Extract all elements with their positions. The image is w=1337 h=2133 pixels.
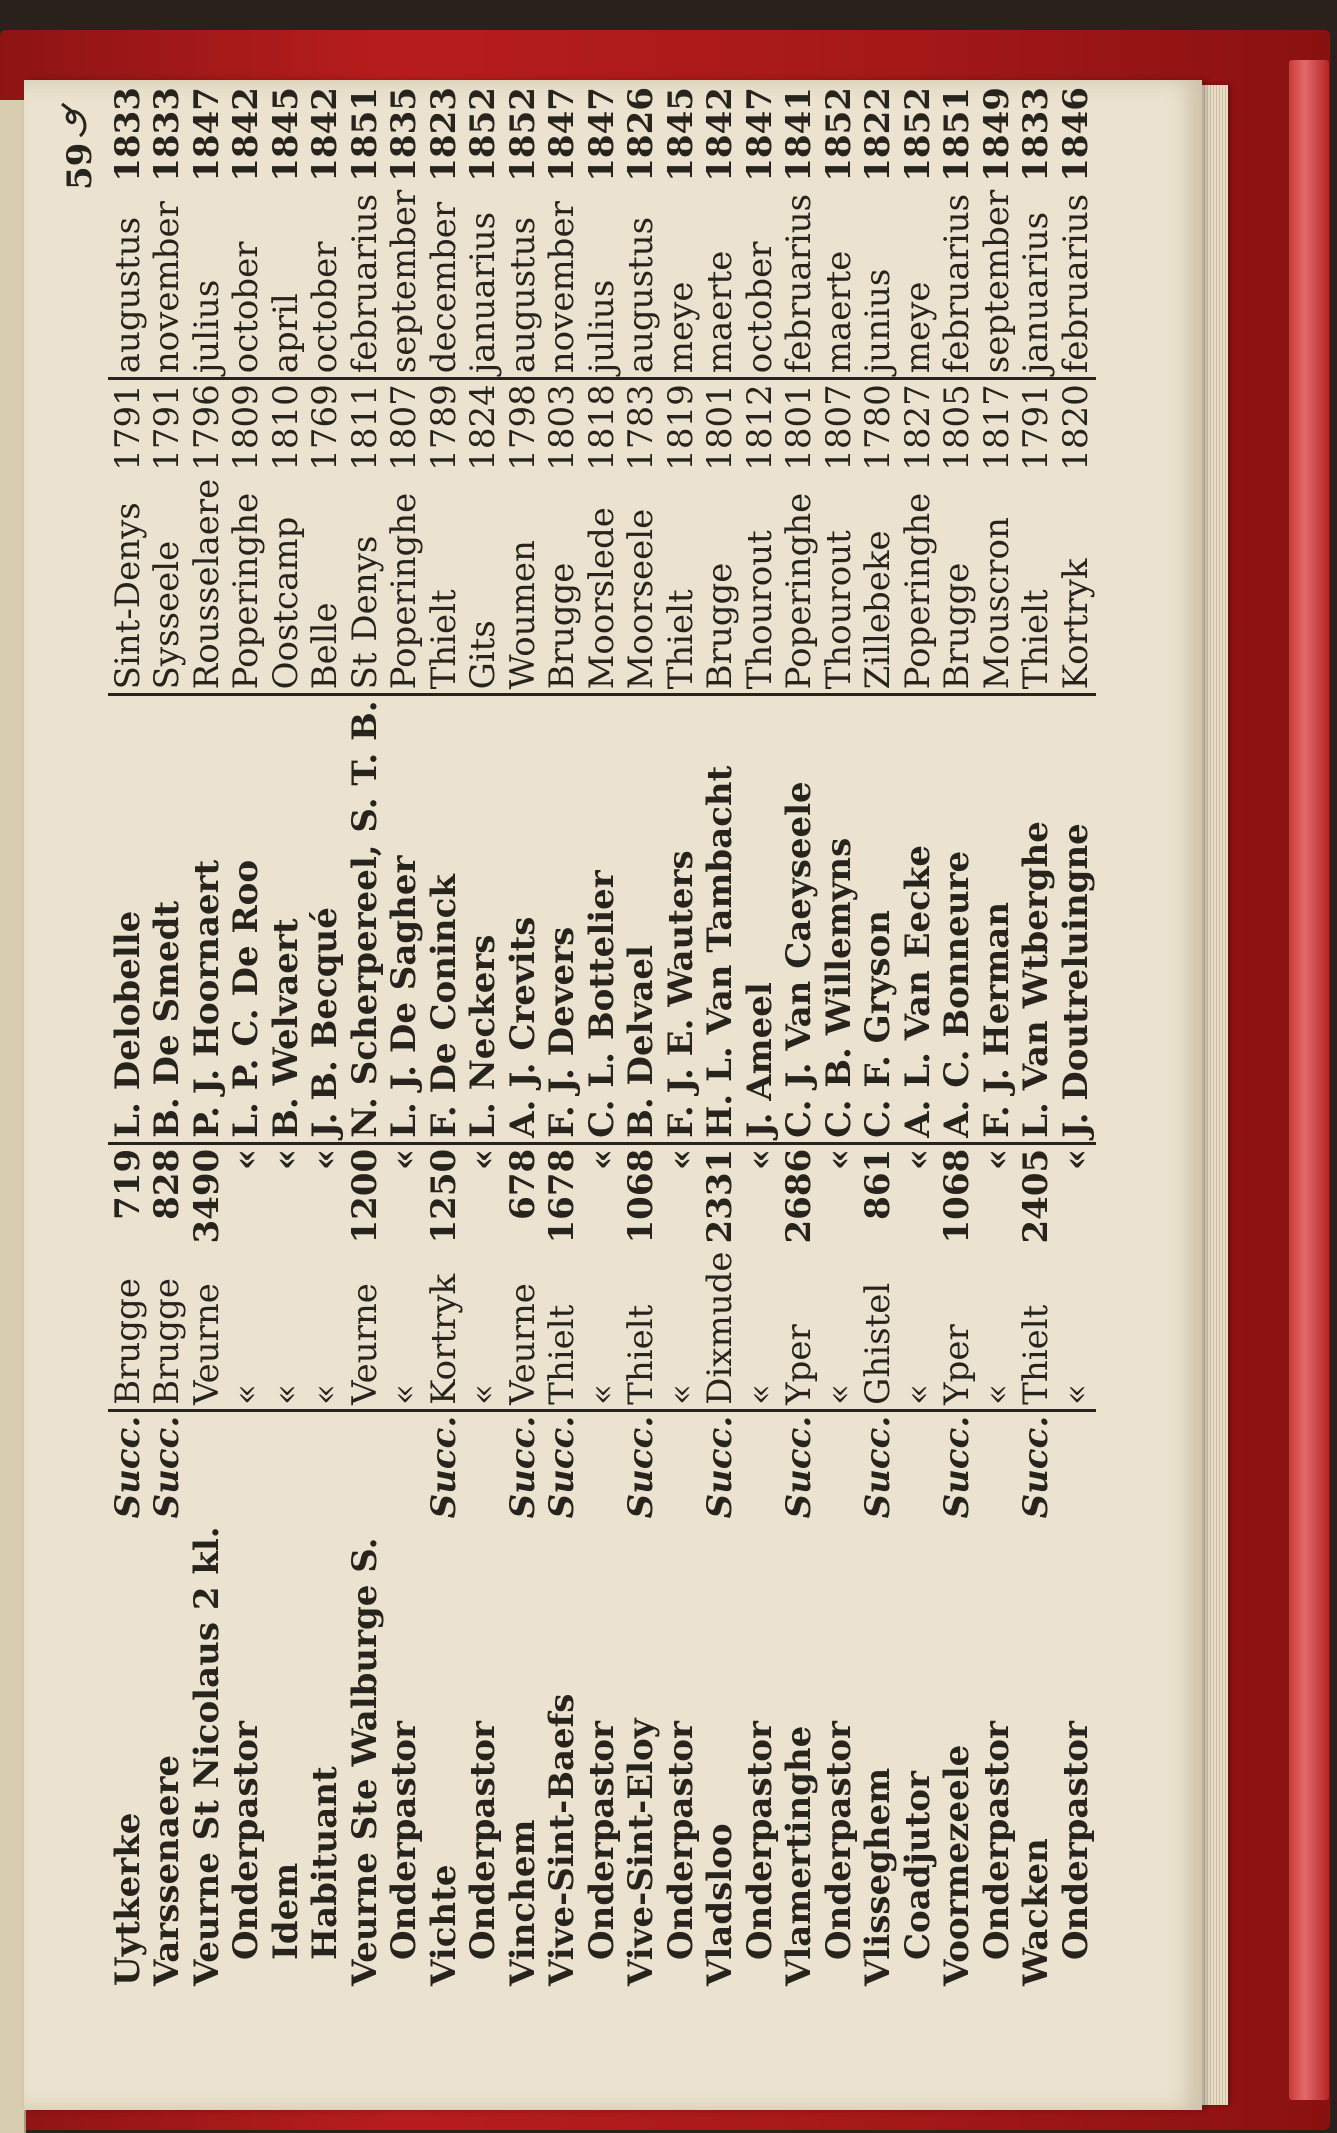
- table-cell-population: 2405: [1017, 1143, 1057, 1247]
- table-cell-district: «: [661, 1248, 701, 1411]
- table-cell-district: «: [740, 1248, 780, 1411]
- table-cell-birthplace: Gits: [464, 475, 504, 695]
- table-cell-appointment-month: meye: [660, 281, 701, 374]
- table-cell-parish: Onderpastor: [1055, 1721, 1096, 1960]
- table-cell-clergyman: F. J. Devers: [542, 926, 583, 1138]
- table-cell-appointment-month: augustus: [502, 216, 543, 374]
- table-cell-population: «: [819, 1143, 859, 1247]
- table-cell-population: «: [898, 1143, 938, 1247]
- table-cell-appointment-year: 1847: [542, 87, 583, 182]
- table-cell-appointment-month: februarius: [1055, 193, 1096, 374]
- table-cell-appointment-year: 1845: [265, 87, 306, 182]
- table-cell-succursal: [385, 1410, 425, 1522]
- table-cell-appointment-year: 1822: [858, 87, 899, 182]
- table-cell-birth-year: 1780: [859, 379, 899, 475]
- table-cell-birthplace: Thourout: [740, 475, 780, 695]
- table-cell-district: Thielt: [543, 1248, 583, 1411]
- table-cell-parish: Vladsloo: [700, 1823, 741, 1986]
- table-cell-population: «: [582, 1143, 622, 1247]
- table-row: [345, 83, 385, 1990]
- table-cell-district: Thielt: [1017, 1248, 1057, 1411]
- table-cell-appointment-year: 1845: [660, 87, 701, 182]
- table-cell-clergyman: J. Doutreluingne: [1055, 823, 1096, 1138]
- table-row: [543, 83, 583, 1990]
- table-cell-district: «: [977, 1248, 1017, 1411]
- table-cell-population: 719: [108, 1143, 148, 1247]
- table-cell-succursal: [898, 1410, 938, 1522]
- table-cell-clergyman: F. J. E. Wauters: [660, 850, 701, 1138]
- table-cell-appointment-year: 1847: [186, 87, 227, 182]
- table-cell-parish: Vichte: [423, 1864, 464, 1986]
- table-cell-appointment-year: 1842: [305, 87, 346, 182]
- table-cell-appointment-month: februarius: [937, 193, 978, 374]
- table-row: [1056, 83, 1096, 1990]
- table-cell-birthplace: Thielt: [661, 475, 701, 695]
- table-cell-birthplace: Poperinghe: [898, 475, 938, 695]
- table-cell-district: «: [385, 1248, 425, 1411]
- table-cell-appointment-year: 1846: [1055, 87, 1096, 182]
- table-cell-appointment-month: october: [305, 241, 346, 374]
- table-cell-appointment-year: 1842: [700, 87, 741, 182]
- table-cell-birth-year: 1783: [622, 379, 662, 475]
- table-row: [187, 83, 227, 1990]
- table-cell-population: «: [306, 1143, 346, 1247]
- table-row: [148, 83, 188, 1990]
- table-cell-appointment-year: 1833: [1016, 87, 1057, 182]
- previous-page-edge: [0, 100, 26, 2133]
- table-cell-district: Yper: [780, 1248, 820, 1411]
- table-cell-appointment-month: februarius: [779, 193, 820, 374]
- table-cell-appointment-month: november: [147, 201, 188, 374]
- cover-edge: [1289, 60, 1329, 2100]
- page-number: 59: [60, 142, 100, 190]
- table-cell-population: 2331: [701, 1143, 741, 1247]
- table-cell-birthplace: Brugge: [938, 475, 978, 695]
- table-cell-parish: Coadjutor: [897, 1771, 938, 1960]
- table-row: [385, 83, 425, 1990]
- table-cell-district: «: [1056, 1248, 1096, 1411]
- clergy-table: [108, 83, 1096, 1990]
- table-cell-parish: Wacken: [1016, 1838, 1057, 1986]
- table-cell-population: «: [227, 1143, 267, 1247]
- table-cell-district: Kortryk: [424, 1248, 464, 1411]
- table-cell-appointment-year: 1835: [384, 87, 425, 182]
- table-cell-population: 1200: [345, 1143, 385, 1247]
- page-content: [50, 87, 1110, 1990]
- table-cell-district: «: [464, 1248, 504, 1411]
- table-cell-succursal: [661, 1410, 701, 1522]
- table-cell-succursal: [306, 1410, 346, 1522]
- table-cell-birthplace: Thielt: [424, 475, 464, 695]
- table-cell-district: Veurne: [187, 1248, 227, 1411]
- table-cell-parish: Vlamertinghe: [779, 1725, 820, 1986]
- table-cell-parish: Voormezeele: [937, 1744, 978, 1986]
- table-cell-birth-year: 1807: [385, 379, 425, 475]
- table-cell-parish: Uytkerke: [107, 1812, 148, 1986]
- table-cell-district: «: [819, 1248, 859, 1411]
- table-cell-succursal: Succ.: [858, 1415, 899, 1519]
- table-cell-appointment-month: julius: [186, 279, 227, 374]
- table-cell-population: 1250: [424, 1143, 464, 1247]
- table-cell-succursal: [819, 1410, 859, 1522]
- table-row: [819, 83, 859, 1990]
- table-cell-succursal: [266, 1410, 306, 1522]
- table-cell-district: «: [227, 1248, 267, 1411]
- table-cell-district: «: [582, 1248, 622, 1411]
- table-cell-succursal: Succ.: [779, 1415, 820, 1519]
- table-cell-birth-year: 1805: [938, 379, 978, 475]
- table-cell-birthplace: Brugge: [543, 475, 583, 695]
- table-cell-parish: Onderpastor: [463, 1721, 504, 1960]
- table-cell-clergyman: A. J. Crevits: [502, 916, 543, 1138]
- table-cell-succursal: Succ.: [621, 1415, 662, 1519]
- table-cell-parish: Vinchem: [502, 1819, 543, 1986]
- table-cell-population: «: [266, 1143, 306, 1247]
- table-cell-birth-year: 1791: [148, 379, 188, 475]
- table-cell-clergyman: B. De Smedt: [147, 900, 188, 1138]
- table-row: [1017, 83, 1057, 1990]
- table-row: [859, 83, 899, 1990]
- table-cell-parish: Veurne Ste Walburge S.: [344, 1537, 385, 1986]
- table-cell-clergyman: L. Van Wtberghe: [1016, 821, 1057, 1138]
- table-cell-birth-year: 1812: [740, 379, 780, 475]
- table-cell-clergyman: C. F. Gryson: [858, 910, 899, 1138]
- table-row: [108, 83, 148, 1990]
- table-row: [424, 83, 464, 1990]
- table-cell-succursal: [977, 1410, 1017, 1522]
- table-cell-appointment-month: maerte: [700, 250, 741, 374]
- table-row: [582, 83, 622, 1990]
- table-cell-succursal: Succ.: [147, 1415, 188, 1519]
- table-cell-appointment-month: januarius: [463, 211, 504, 374]
- table-cell-clergyman: A. C. Bonneure: [937, 850, 978, 1138]
- table-cell-clergyman: F. J. Herman: [976, 901, 1017, 1138]
- table-cell-appointment-year: 1852: [502, 87, 543, 182]
- table-cell-clergyman: J. B. Becqué: [305, 907, 346, 1138]
- table-cell-district: «: [266, 1248, 306, 1411]
- table-cell-succursal: Succ.: [423, 1415, 464, 1519]
- table-cell-appointment-month: augustus: [107, 216, 148, 374]
- table-cell-clergyman: C. J. Van Caeyseele: [779, 781, 820, 1138]
- table-cell-birth-year: 1810: [266, 379, 306, 475]
- table-cell-district: Brugge: [148, 1248, 188, 1411]
- table-cell-appointment-year: 1841: [779, 87, 820, 182]
- table-cell-parish: Vlisseghem: [858, 1767, 899, 1986]
- table-cell-birthplace: Brugge: [701, 475, 741, 695]
- table-row: [306, 83, 346, 1990]
- table-cell-district: Dixmude: [701, 1248, 741, 1411]
- table-cell-clergyman: J. Ameel: [739, 982, 780, 1138]
- table-cell-appointment-year: 1852: [463, 87, 504, 182]
- table-cell-clergyman: B. Welvaert: [265, 918, 306, 1138]
- table-cell-appointment-month: augustus: [621, 216, 662, 374]
- table-cell-clergyman: L. Neckers: [463, 934, 504, 1138]
- table-cell-succursal: Succ.: [542, 1415, 583, 1519]
- table-cell-population: «: [385, 1143, 425, 1247]
- table-row: [503, 83, 543, 1990]
- table-row: [227, 83, 267, 1990]
- table-cell-population: «: [977, 1143, 1017, 1247]
- clergy-table-body: [108, 83, 1096, 1990]
- table-cell-parish: Onderpastor: [226, 1721, 267, 1960]
- table-cell-birth-year: 1791: [1017, 379, 1057, 475]
- table-cell-birthplace: Poperinghe: [385, 475, 425, 695]
- table-row: [464, 83, 504, 1990]
- table-row: [938, 83, 978, 1990]
- table-cell-population: 1678: [543, 1143, 583, 1247]
- table-cell-parish: Onderpastor: [660, 1721, 701, 1960]
- table-cell-appointment-month: januarius: [1016, 211, 1057, 374]
- table-cell-birth-year: 1807: [819, 379, 859, 475]
- table-cell-succursal: [345, 1410, 385, 1522]
- table-cell-parish: Vive-Sint-Eloy: [621, 1718, 662, 1986]
- table-cell-population: «: [661, 1143, 701, 1247]
- table-cell-clergyman: P. J. Hoornaert: [186, 859, 227, 1138]
- table-cell-birthplace: Zillebeke: [859, 475, 899, 695]
- table-cell-birthplace: Sysseele: [148, 475, 188, 695]
- table-cell-appointment-month: october: [226, 241, 267, 374]
- table-cell-population: 828: [148, 1143, 188, 1247]
- table-cell-clergyman: L. P. C. De Roo: [226, 859, 267, 1138]
- table-cell-parish: Veurne St Nicolaus 2 kl.: [186, 1526, 227, 1986]
- table-cell-appointment-year: 1842: [226, 87, 267, 182]
- table-cell-appointment-month: october: [739, 241, 780, 374]
- table-row: [977, 83, 1017, 1990]
- table-cell-district: «: [306, 1248, 346, 1411]
- table-cell-parish: Varssenaere: [147, 1754, 188, 1986]
- table-cell-clergyman: C. L. Bottelier: [581, 870, 622, 1138]
- table-cell-district: Yper: [938, 1248, 978, 1411]
- table-cell-birthplace: Poperinghe: [227, 475, 267, 695]
- table-cell-parish: Habituant: [305, 1766, 346, 1960]
- table-cell-clergyman: H. L. Van Tambacht: [700, 765, 741, 1138]
- table-cell-clergyman: L. J. De Sagher: [384, 855, 425, 1138]
- table-row: [622, 83, 662, 1990]
- table-cell-district: Thielt: [622, 1248, 662, 1411]
- table-row: [780, 83, 820, 1990]
- table-cell-birthplace: Sint-Denys: [108, 475, 148, 695]
- table-cell-population: 1068: [622, 1143, 662, 1247]
- table-cell-clergyman: C. B. Willemyns: [818, 837, 859, 1138]
- table-cell-parish: Onderpastor: [739, 1721, 780, 1960]
- table-cell-birth-year: 1801: [780, 379, 820, 475]
- table-cell-succursal: Succ.: [1016, 1415, 1057, 1519]
- table-cell-population: «: [740, 1143, 780, 1247]
- table-cell-birth-year: 1819: [661, 379, 701, 475]
- table-cell-appointment-month: november: [542, 201, 583, 374]
- table-cell-appointment-year: 1826: [621, 87, 662, 182]
- table-cell-birthplace: Poperinghe: [780, 475, 820, 695]
- table-cell-clergyman: A. L. Van Eecke: [897, 844, 938, 1138]
- table-cell-district: Veurne: [345, 1248, 385, 1411]
- table-cell-succursal: [582, 1410, 622, 1522]
- table-cell-appointment-year: 1833: [147, 87, 188, 182]
- page-stack-edge: [1202, 85, 1228, 2105]
- table-cell-appointment-month: april: [265, 293, 306, 374]
- table-cell-appointment-year: 1847: [581, 87, 622, 182]
- table-cell-appointment-year: 1849: [976, 87, 1017, 182]
- table-cell-population: «: [1056, 1143, 1096, 1247]
- table-cell-clergyman: N. Scherpereel, S. T. B.: [344, 700, 385, 1138]
- table-cell-district: «: [898, 1248, 938, 1411]
- table-cell-parish: Idem: [265, 1862, 306, 1960]
- table-cell-birth-year: 1798: [503, 379, 543, 475]
- table-cell-birth-year: 1817: [977, 379, 1017, 475]
- table-cell-birth-year: 1824: [464, 379, 504, 475]
- table-cell-succursal: [464, 1410, 504, 1522]
- table-cell-succursal: [1056, 1410, 1096, 1522]
- table-cell-parish: Onderpastor: [976, 1721, 1017, 1960]
- table-cell-population: 678: [503, 1143, 543, 1247]
- table-cell-appointment-year: 1851: [937, 87, 978, 182]
- table-cell-parish: Vive-Sint-Baefs: [542, 1693, 583, 1986]
- table-cell-appointment-month: februarius: [344, 193, 385, 374]
- table-cell-district: Ghistel: [859, 1248, 899, 1411]
- table-cell-birthplace: Thourout: [819, 475, 859, 695]
- table-cell-birthplace: Mouscron: [977, 475, 1017, 695]
- table-cell-appointment-month: september: [384, 189, 425, 374]
- table-cell-appointment-month: september: [976, 189, 1017, 374]
- page-number-flourish: [58, 100, 88, 140]
- table-cell-birth-year: 1769: [306, 379, 346, 475]
- table-row: [701, 83, 741, 1990]
- table-cell-appointment-month: meye: [897, 281, 938, 374]
- table-cell-district: Brugge: [108, 1248, 148, 1411]
- table-cell-birth-year: 1827: [898, 379, 938, 475]
- table-cell-birthplace: Kortryk: [1056, 475, 1096, 695]
- table-cell-succursal: Succ.: [700, 1415, 741, 1519]
- table-cell-succursal: [227, 1410, 267, 1522]
- table-cell-birthplace: Moorseele: [622, 475, 662, 695]
- table-cell-birthplace: Belle: [306, 475, 346, 695]
- table-cell-population: 2686: [780, 1143, 820, 1247]
- table-row: [898, 83, 938, 1990]
- table-cell-appointment-month: maerte: [818, 250, 859, 374]
- table-cell-succursal: Succ.: [502, 1415, 543, 1519]
- table-cell-population: «: [464, 1143, 504, 1247]
- table-cell-birth-year: 1789: [424, 379, 464, 475]
- table-cell-parish: Onderpastor: [384, 1721, 425, 1960]
- table-row: [661, 83, 701, 1990]
- table-cell-population: 3490: [187, 1143, 227, 1247]
- table-cell-appointment-month: julius: [581, 279, 622, 374]
- table-cell-birth-year: 1791: [108, 379, 148, 475]
- table-cell-appointment-year: 1851: [344, 87, 385, 182]
- table-cell-appointment-month: junius: [858, 268, 899, 374]
- table-cell-succursal: Succ.: [937, 1415, 978, 1519]
- table-cell-appointment-year: 1852: [897, 87, 938, 182]
- table-cell-district: Veurne: [503, 1248, 543, 1411]
- table-cell-birthplace: St Denys: [345, 475, 385, 695]
- table-cell-appointment-year: 1833: [107, 87, 148, 182]
- table-cell-birth-year: 1818: [582, 379, 622, 475]
- table-cell-clergyman: L. Delobelle: [107, 910, 148, 1138]
- table-cell-population: 861: [859, 1143, 899, 1247]
- table-cell-succursal: Succ.: [107, 1415, 148, 1519]
- table-cell-birthplace: Thielt: [1017, 475, 1057, 695]
- table-cell-succursal: [740, 1410, 780, 1522]
- table-cell-birth-year: 1809: [227, 379, 267, 475]
- table-cell-birth-year: 1803: [543, 379, 583, 475]
- table-cell-appointment-year: 1823: [423, 87, 464, 182]
- table-cell-appointment-year: 1852: [818, 87, 859, 182]
- table-cell-birth-year: 1820: [1056, 379, 1096, 475]
- table-cell-birth-year: 1801: [701, 379, 741, 475]
- table-cell-birth-year: 1811: [345, 379, 385, 475]
- table-cell-birthplace: Rousselaere: [187, 475, 227, 695]
- table-cell-clergyman: B. Delvael: [621, 945, 662, 1138]
- table-cell-clergyman: F. De Coninck: [423, 874, 464, 1138]
- table-cell-parish: Onderpastor: [581, 1721, 622, 1960]
- table-cell-appointment-month: december: [423, 201, 464, 374]
- table-row: [266, 83, 306, 1990]
- table-cell-population: 1068: [938, 1143, 978, 1247]
- table-cell-parish: Onderpastor: [818, 1721, 859, 1960]
- table-cell-birthplace: Oostcamp: [266, 475, 306, 695]
- table-row: [740, 83, 780, 1990]
- table-cell-birthplace: Moorslede: [582, 475, 622, 695]
- table-cell-succursal: [187, 1410, 227, 1522]
- table-cell-birth-year: 1796: [187, 379, 227, 475]
- table-cell-appointment-year: 1847: [739, 87, 780, 182]
- table-cell-birthplace: Woumen: [503, 475, 543, 695]
